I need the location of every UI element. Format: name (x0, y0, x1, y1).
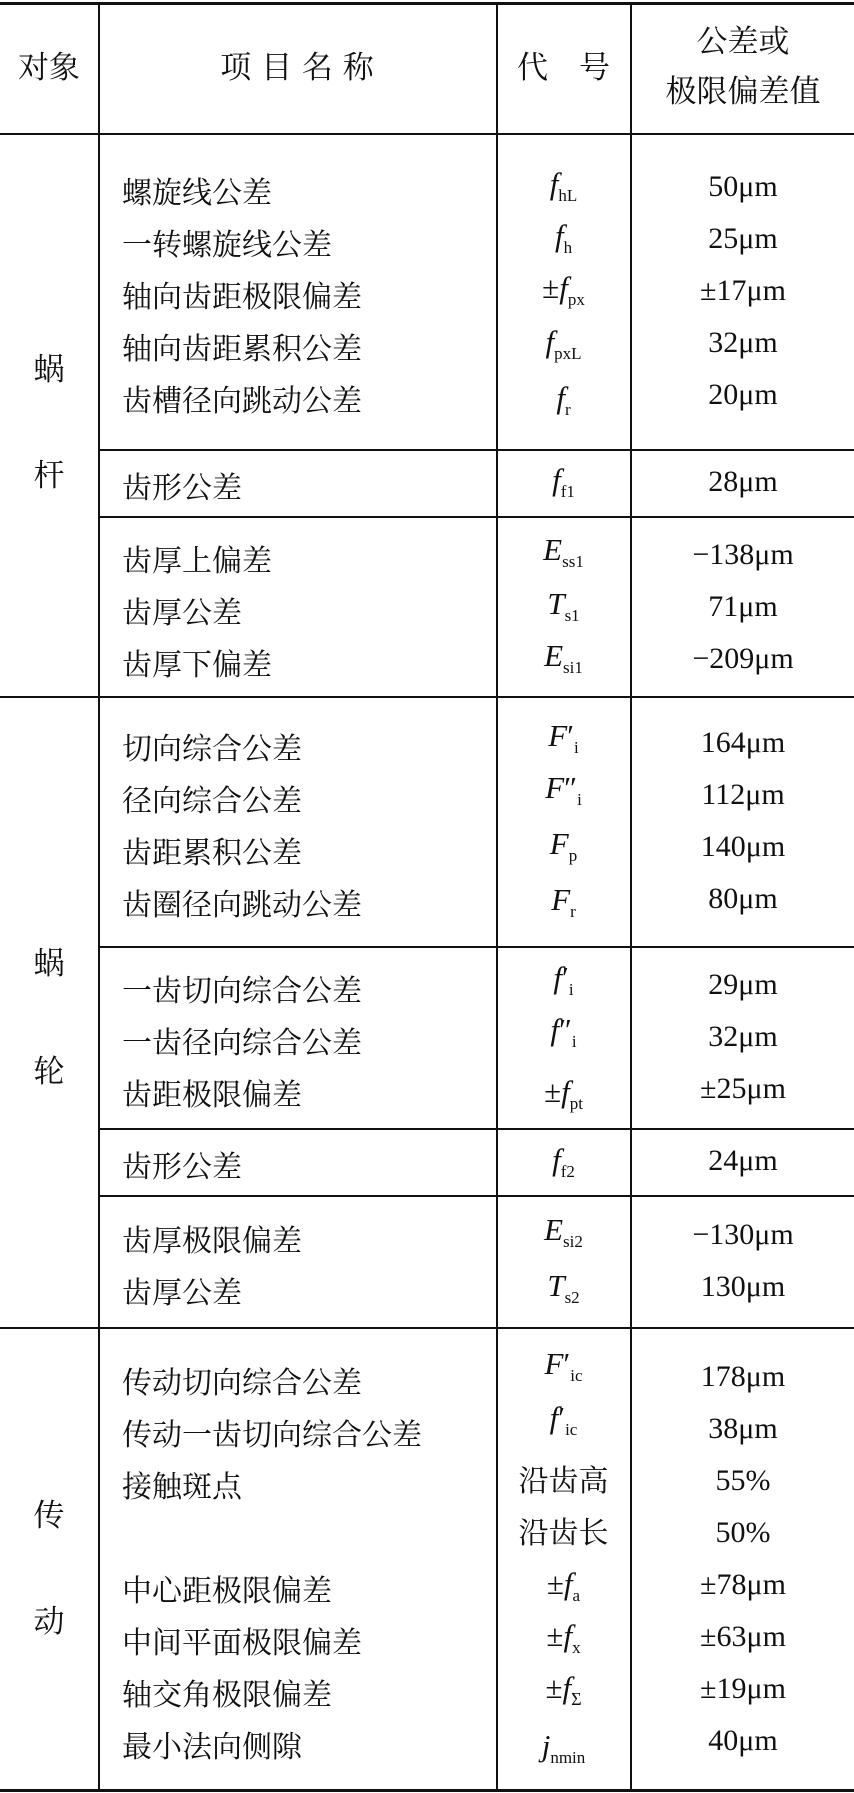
row-value: ±78μm (700, 1568, 786, 1601)
row-value: 164μm (700, 726, 786, 759)
row-rule (99, 516, 854, 518)
row-item: 中间平面极限偏差 (122, 1626, 362, 1661)
row-value: 71μm (708, 590, 778, 623)
row-item: 传动一齿切向综合公差 (122, 1418, 422, 1453)
row-code: $E_{ss1}$ (543, 532, 584, 572)
row-item: 齿距极限偏差 (122, 1078, 302, 1113)
header-value-line2: 极限偏差值 (665, 74, 821, 110)
row-item: 切向综合公差 (122, 732, 302, 767)
object-wheel-char1: 蜗 (33, 946, 65, 982)
row-code: 沿齿高 (518, 1464, 609, 1499)
row-code: 沿齿长 (518, 1516, 609, 1551)
row-item: 齿距累积公差 (122, 836, 302, 871)
row-code: $f'_{ic}$ (549, 1400, 578, 1440)
row-item: 齿形公差 (122, 1150, 242, 1185)
row-value: 112μm (701, 778, 785, 811)
row-value: 32μm (708, 1020, 778, 1053)
row-rule (99, 1128, 854, 1130)
object-wheel-char2: 轮 (33, 1054, 65, 1090)
row-item: 传动切向综合公差 (122, 1366, 362, 1401)
row-value: 55% (715, 1464, 771, 1497)
row-item: 最小法向侧隙 (122, 1730, 302, 1765)
row-item: 齿厚极限偏差 (122, 1224, 302, 1259)
object-drive-char2: 动 (33, 1604, 65, 1640)
row-code: $F''_i$ (545, 770, 582, 810)
row-code: $T_{s1}$ (547, 586, 580, 626)
row-value: −209μm (692, 642, 794, 675)
row-code: $F_p$ (549, 826, 578, 866)
row-item: 齿厚下偏差 (122, 648, 272, 683)
row-item: 齿厚公差 (122, 596, 242, 631)
row-code: $f''_i$ (550, 1012, 577, 1052)
row-value: 38μm (708, 1412, 778, 1445)
row-code: $F'_i$ (548, 718, 579, 758)
row-item: 一转螺旋线公差 (122, 228, 332, 263)
row-value: 50μm (708, 170, 778, 203)
row-code: $f_r$ (556, 380, 571, 420)
row-value: ±63μm (700, 1620, 786, 1653)
row-value: 24μm (708, 1144, 778, 1177)
col-rule (98, 2, 100, 1791)
row-code: $\pm f_\Sigma$ (545, 1670, 582, 1710)
row-value: ±19μm (700, 1672, 786, 1705)
row-item: 齿厚上偏差 (122, 544, 272, 579)
row-code: $f_{pxL}$ (545, 324, 582, 364)
row-value: 140μm (700, 830, 786, 863)
row-code: $F_r$ (551, 882, 576, 922)
row-item: 中心距极限偏差 (122, 1574, 332, 1609)
row-code: $\pm f_x$ (546, 1618, 581, 1658)
row-value: −130μm (692, 1218, 794, 1251)
object-worm-char1: 蜗 (33, 352, 65, 388)
header-value-line1: 公差或 (696, 24, 790, 60)
object-worm-char2: 杆 (33, 458, 65, 494)
row-item: 接触斑点 (122, 1470, 242, 1505)
row-code: $f_{hL}$ (549, 166, 578, 206)
row-item: 齿槽径向跳动公差 (122, 384, 362, 419)
row-code: $f_h$ (554, 218, 573, 258)
row-value: 29μm (708, 968, 778, 1001)
row-value: 80μm (708, 882, 778, 915)
header-object: 对象 (18, 50, 80, 86)
row-value: −138μm (692, 538, 794, 571)
row-value: 32μm (708, 326, 778, 359)
table-top-rule (0, 2, 854, 5)
object-drive-char1: 传 (33, 1498, 65, 1534)
row-value: 28μm (708, 465, 778, 498)
group-rule (0, 1327, 854, 1329)
row-code: $f'_i$ (553, 960, 574, 1000)
row-code: $E_{si2}$ (544, 1212, 583, 1252)
row-code: $\pm f_{px}$ (542, 270, 585, 310)
header-code: 代 号 (517, 50, 610, 86)
row-item: 螺旋线公差 (122, 176, 272, 211)
row-rule (99, 1195, 854, 1197)
row-value: 178μm (700, 1360, 786, 1393)
row-item: 齿厚公差 (122, 1276, 242, 1311)
row-value: ±25μm (700, 1072, 786, 1105)
row-item: 一齿径向综合公差 (122, 1026, 362, 1061)
row-value: 20μm (708, 378, 778, 411)
header-item: 项 目 名 称 (220, 50, 374, 86)
row-item: 齿形公差 (122, 471, 242, 506)
row-code: $\pm f_{pt}$ (544, 1074, 583, 1114)
row-item: 轴向齿距累积公差 (122, 332, 362, 367)
row-value: 50% (715, 1516, 771, 1549)
row-code: $\pm f_a$ (546, 1566, 581, 1606)
row-value: 130μm (700, 1270, 786, 1303)
row-item: 一齿切向综合公差 (122, 974, 362, 1009)
row-code: $f_{f1}$ (552, 462, 575, 502)
row-item: 轴交角极限偏差 (122, 1678, 332, 1713)
row-rule (99, 946, 854, 948)
row-item: 轴向齿距极限偏差 (122, 280, 362, 315)
row-item: 径向综合公差 (122, 784, 302, 819)
row-rule (99, 449, 854, 451)
row-code: $j_{nmin}$ (541, 1728, 586, 1768)
row-code: $T_{s2}$ (547, 1268, 580, 1308)
row-value: 25μm (708, 222, 778, 255)
table-bottom-rule (0, 1789, 854, 1792)
row-value: ±17μm (700, 274, 786, 307)
row-code: $E_{si1}$ (544, 638, 583, 678)
row-code: $F'_{ic}$ (544, 1346, 583, 1386)
row-value: 40μm (708, 1724, 778, 1757)
header-rule (0, 133, 854, 135)
group-rule (0, 696, 854, 698)
row-code: $f_{f2}$ (552, 1142, 575, 1182)
row-item: 齿圈径向跳动公差 (122, 888, 362, 923)
